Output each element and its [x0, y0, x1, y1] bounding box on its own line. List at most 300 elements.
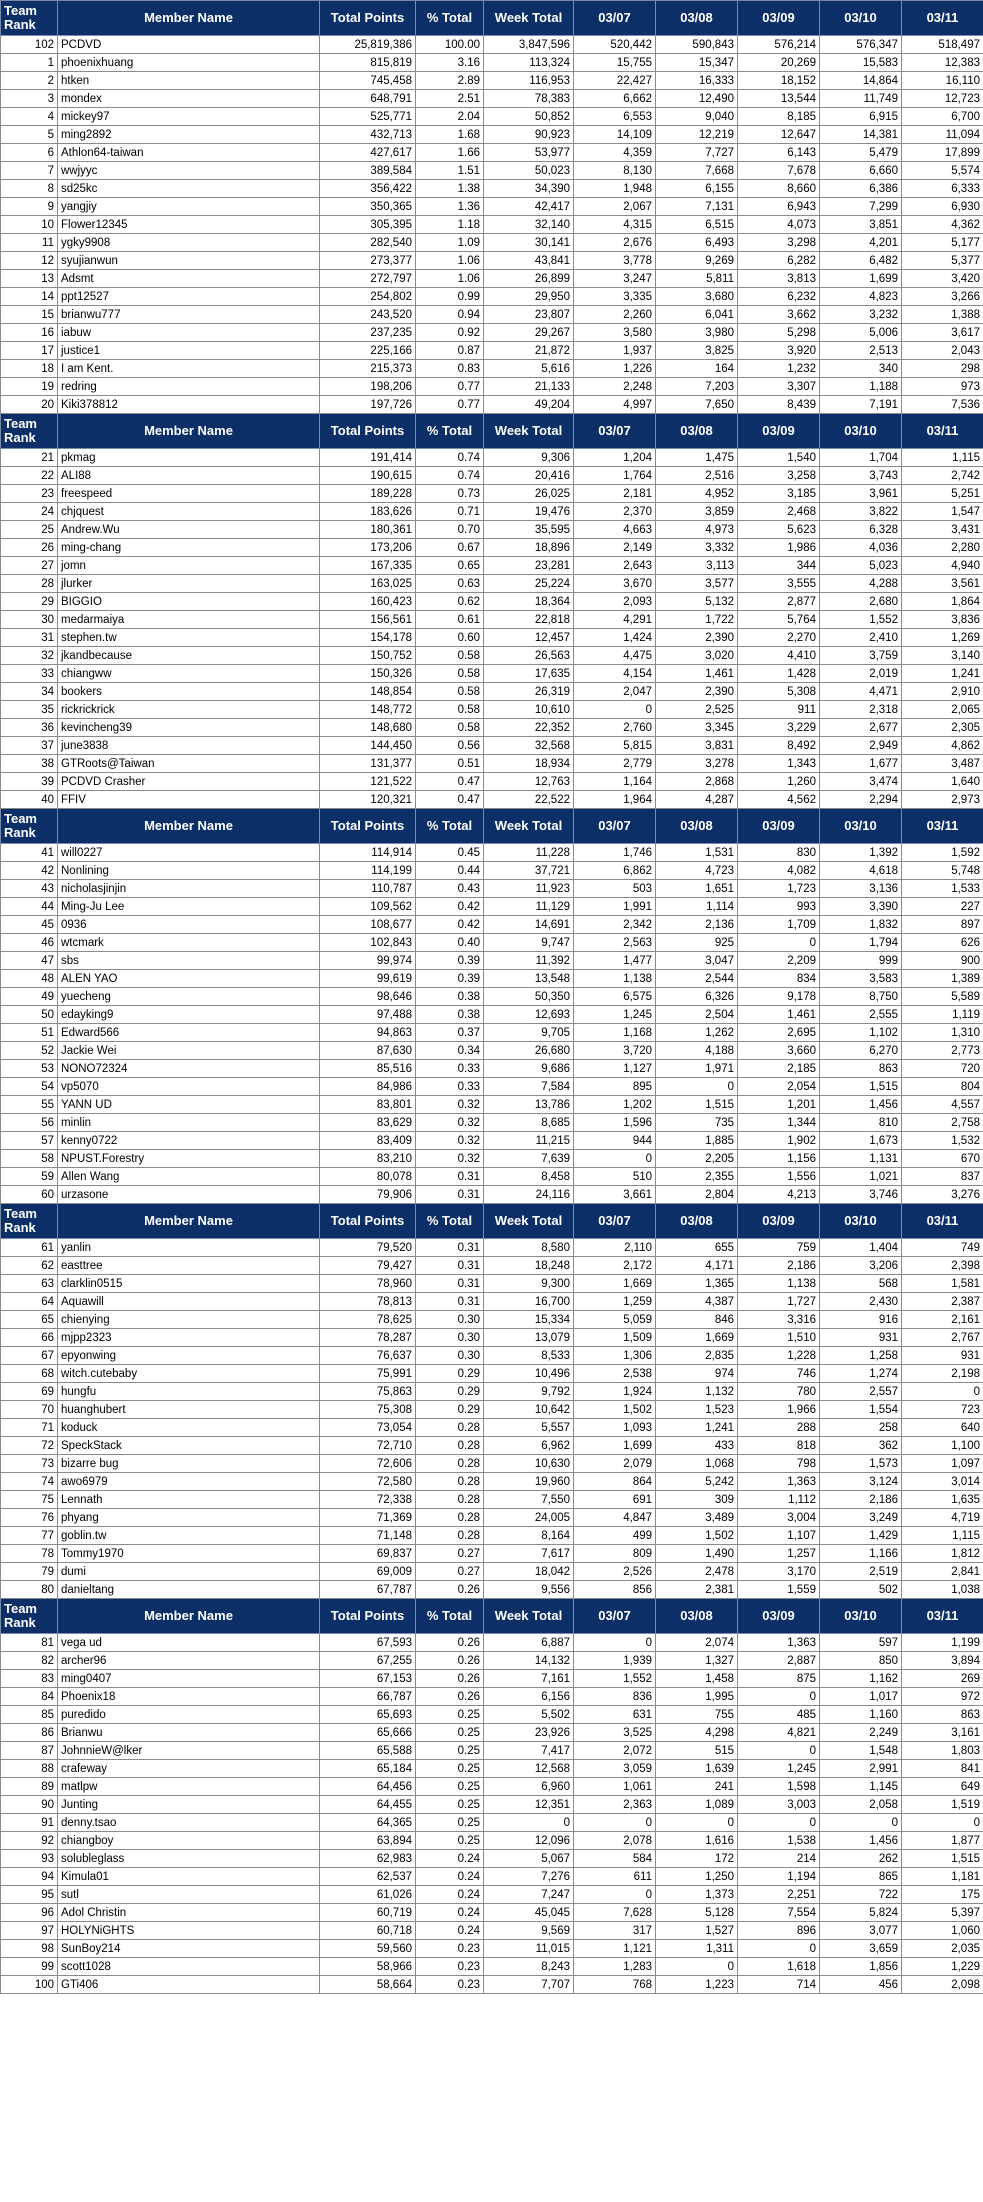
- total-points-cell: 163,025: [320, 575, 416, 593]
- day-cell: 2,043: [902, 342, 983, 360]
- day-cell: 8,185: [738, 108, 820, 126]
- day-cell: 4,562: [738, 791, 820, 809]
- week-total-cell: 7,247: [484, 1886, 574, 1904]
- day-cell: 1,199: [902, 1634, 983, 1652]
- day-header: 03/09: [738, 1, 820, 36]
- day-cell: 3,980: [656, 324, 738, 342]
- day-cell: 3,113: [656, 557, 738, 575]
- day-cell: 7,299: [820, 198, 902, 216]
- week-total-cell: 26,319: [484, 683, 574, 701]
- rank-cell: 87: [1, 1742, 58, 1760]
- day-cell: 5,059: [574, 1311, 656, 1329]
- day-cell: 2,910: [902, 683, 983, 701]
- day-cell: 1,699: [574, 1437, 656, 1455]
- total-points-cell: 64,456: [320, 1778, 416, 1796]
- week-total-cell: 7,639: [484, 1150, 574, 1168]
- day-cell: 1,995: [656, 1688, 738, 1706]
- member-name-cell: Kimula01: [58, 1868, 320, 1886]
- week-total-cell: 50,852: [484, 108, 574, 126]
- percent-total-cell: 0.62: [416, 593, 484, 611]
- percent-total-cell: 0.83: [416, 360, 484, 378]
- total-points-cell: 67,153: [320, 1670, 416, 1688]
- day-cell: 1,373: [656, 1886, 738, 1904]
- day-cell: 6,930: [902, 198, 983, 216]
- percent-total-cell: 0.32: [416, 1150, 484, 1168]
- day-cell: 875: [738, 1670, 820, 1688]
- day-cell: 0: [574, 701, 656, 719]
- rank-cell: 23: [1, 485, 58, 503]
- day-cell: 804: [902, 1078, 983, 1096]
- week-total-cell: 32,568: [484, 737, 574, 755]
- day-cell: 499: [574, 1527, 656, 1545]
- member-row: [1, 880, 983, 898]
- member-row: [1, 216, 983, 234]
- day-cell: 1,573: [820, 1455, 902, 1473]
- day-cell: 1,388: [902, 306, 983, 324]
- total-points-cell: 183,626: [320, 503, 416, 521]
- day-cell: 1,519: [902, 1796, 983, 1814]
- percent-total-cell: 0.94: [416, 306, 484, 324]
- day-cell: 1,115: [902, 449, 983, 467]
- day-cell: 973: [902, 378, 983, 396]
- day-cell: 1,856: [820, 1958, 902, 1976]
- day-cell: 0: [574, 1814, 656, 1832]
- day-cell: 2,887: [738, 1652, 820, 1670]
- day-cell: 1,121: [574, 1940, 656, 1958]
- percent-total-cell: 0.25: [416, 1760, 484, 1778]
- day-cell: 863: [902, 1706, 983, 1724]
- member-name-cell: justice1: [58, 342, 320, 360]
- member-name-cell: Nonlining: [58, 862, 320, 880]
- total-points-cell: 525,771: [320, 108, 416, 126]
- member-name-cell: solubleglass: [58, 1850, 320, 1868]
- member-row: [1, 324, 983, 342]
- day-cell: 735: [656, 1114, 738, 1132]
- total-points-cell: 67,593: [320, 1634, 416, 1652]
- day-header: 03/07: [574, 1204, 656, 1239]
- week-total-cell: 37,721: [484, 862, 574, 880]
- member-name-cell: chienying: [58, 1311, 320, 1329]
- day-cell: 214: [738, 1850, 820, 1868]
- total-points-cell: 72,338: [320, 1491, 416, 1509]
- day-cell: 2,072: [574, 1742, 656, 1760]
- rank-cell: 100: [1, 1976, 58, 1994]
- day-cell: 2,098: [902, 1976, 983, 1994]
- member-row: [1, 1688, 983, 1706]
- rank-cell: 49: [1, 988, 58, 1006]
- week-total-cell: 8,164: [484, 1527, 574, 1545]
- day-cell: 16,110: [902, 72, 983, 90]
- day-cell: 584: [574, 1850, 656, 1868]
- day-cell: 2,054: [738, 1078, 820, 1096]
- day-cell: 2,363: [574, 1796, 656, 1814]
- rank-cell: 97: [1, 1922, 58, 1940]
- day-cell: 2,294: [820, 791, 902, 809]
- percent-total-cell: 0.45: [416, 844, 484, 862]
- day-cell: 3,332: [656, 539, 738, 557]
- day-cell: 1,102: [820, 1024, 902, 1042]
- day-cell: 1,966: [738, 1401, 820, 1419]
- day-cell: 1,635: [902, 1491, 983, 1509]
- day-cell: 20,269: [738, 54, 820, 72]
- day-cell: 3,583: [820, 970, 902, 988]
- day-cell: 1,311: [656, 1940, 738, 1958]
- percent-total-cell: 0.28: [416, 1455, 484, 1473]
- percent-total-cell: 0.25: [416, 1724, 484, 1742]
- member-name-cell: Phoenix18: [58, 1688, 320, 1706]
- day-cell: 916: [820, 1311, 902, 1329]
- percent-total-cell: 0.23: [416, 1940, 484, 1958]
- day-cell: 2,695: [738, 1024, 820, 1042]
- member-name-cell: bookers: [58, 683, 320, 701]
- day-cell: 4,997: [574, 396, 656, 414]
- day-cell: 2,381: [656, 1581, 738, 1599]
- day-cell: 2,804: [656, 1186, 738, 1204]
- member-row: [1, 683, 983, 701]
- day-cell: 4,287: [656, 791, 738, 809]
- member-row: [1, 1634, 983, 1652]
- week-total-cell: 11,392: [484, 952, 574, 970]
- week-total-cell: 6,962: [484, 1437, 574, 1455]
- percent-total-cell: 0.58: [416, 683, 484, 701]
- member-row: [1, 378, 983, 396]
- week-total-cell: 9,686: [484, 1060, 574, 1078]
- total-points-cell: 131,377: [320, 755, 416, 773]
- day-cell: 1,404: [820, 1239, 902, 1257]
- day-cell: 900: [902, 952, 983, 970]
- percent-total-cell: 0.26: [416, 1581, 484, 1599]
- day-header: 03/10: [820, 414, 902, 449]
- member-name-cell: Jackie Wei: [58, 1042, 320, 1060]
- member-row: [1, 342, 983, 360]
- day-cell: 1,764: [574, 467, 656, 485]
- day-cell: 3,229: [738, 719, 820, 737]
- member-row: [1, 844, 983, 862]
- member-row: [1, 180, 983, 198]
- member-row: [1, 1545, 983, 1563]
- day-cell: 2,760: [574, 719, 656, 737]
- team-rank-header: Team Rank: [1, 414, 58, 449]
- day-cell: 9,269: [656, 252, 738, 270]
- day-cell: 1,241: [902, 665, 983, 683]
- total-points-cell: 237,235: [320, 324, 416, 342]
- member-name-cell: NONO72324: [58, 1060, 320, 1078]
- member-row: [1, 1006, 983, 1024]
- rank-cell: 12: [1, 252, 58, 270]
- day-cell: 1,228: [738, 1347, 820, 1365]
- day-header: 03/08: [656, 414, 738, 449]
- percent-total-cell: 0.42: [416, 916, 484, 934]
- member-name-header: Member Name: [58, 1, 320, 36]
- percent-total-cell: 3.16: [416, 54, 484, 72]
- rank-cell: 59: [1, 1168, 58, 1186]
- day-cell: 2,398: [902, 1257, 983, 1275]
- member-name-cell: brianwu777: [58, 306, 320, 324]
- total-points-cell: 150,752: [320, 647, 416, 665]
- day-cell: 1,138: [574, 970, 656, 988]
- day-cell: 2,468: [738, 503, 820, 521]
- day-cell: 1,021: [820, 1168, 902, 1186]
- day-cell: 1,389: [902, 970, 983, 988]
- percent-total-cell: 0.29: [416, 1401, 484, 1419]
- day-cell: 3,345: [656, 719, 738, 737]
- day-cell: 3,759: [820, 647, 902, 665]
- day-cell: 4,410: [738, 647, 820, 665]
- total-points-cell: 58,664: [320, 1976, 416, 1994]
- rank-cell: 76: [1, 1509, 58, 1527]
- member-row: [1, 503, 983, 521]
- day-cell: 759: [738, 1239, 820, 1257]
- day-cell: 1,306: [574, 1347, 656, 1365]
- day-cell: 944: [574, 1132, 656, 1150]
- day-header: 03/08: [656, 1599, 738, 1634]
- week-total-cell: 43,841: [484, 252, 574, 270]
- member-name-cell: PCDVD Crasher: [58, 773, 320, 791]
- member-name-cell: ygky9908: [58, 234, 320, 252]
- week-total-cell: 9,556: [484, 1581, 574, 1599]
- member-row: [1, 539, 983, 557]
- day-header: 03/10: [820, 809, 902, 844]
- day-cell: 3,746: [820, 1186, 902, 1204]
- member-row: [1, 126, 983, 144]
- member-row: [1, 1132, 983, 1150]
- day-cell: 2,767: [902, 1329, 983, 1347]
- day-cell: 1,640: [902, 773, 983, 791]
- week-total-cell: 29,950: [484, 288, 574, 306]
- week-total-cell: 26,899: [484, 270, 574, 288]
- day-cell: 6,041: [656, 306, 738, 324]
- day-cell: 2,835: [656, 1347, 738, 1365]
- total-points-cell: 254,802: [320, 288, 416, 306]
- day-cell: 1,746: [574, 844, 656, 862]
- percent-total-header: % Total: [416, 414, 484, 449]
- day-cell: 3,555: [738, 575, 820, 593]
- member-name-cell: YANN UD: [58, 1096, 320, 1114]
- rank-cell: 77: [1, 1527, 58, 1545]
- day-cell: 298: [902, 360, 983, 378]
- day-cell: 1,392: [820, 844, 902, 862]
- total-points-cell: 65,666: [320, 1724, 416, 1742]
- day-cell: 1,156: [738, 1150, 820, 1168]
- total-points-cell: 432,713: [320, 126, 416, 144]
- percent-total-cell: 0.30: [416, 1347, 484, 1365]
- day-cell: 5,177: [902, 234, 983, 252]
- rank-cell: 99: [1, 1958, 58, 1976]
- day-cell: 2,758: [902, 1114, 983, 1132]
- header-row: [1, 1204, 983, 1239]
- percent-total-cell: 0.26: [416, 1634, 484, 1652]
- week-total-cell: 23,926: [484, 1724, 574, 1742]
- week-total-cell: 18,364: [484, 593, 574, 611]
- total-points-cell: 189,228: [320, 485, 416, 503]
- day-header: 03/10: [820, 1599, 902, 1634]
- member-name-cell: jomn: [58, 557, 320, 575]
- percent-total-cell: 0.24: [416, 1868, 484, 1886]
- total-points-cell: 272,797: [320, 270, 416, 288]
- day-cell: 1,327: [656, 1652, 738, 1670]
- week-total-cell: 29,267: [484, 324, 574, 342]
- member-row: [1, 162, 983, 180]
- percent-total-cell: 0.77: [416, 396, 484, 414]
- day-cell: 344: [738, 557, 820, 575]
- day-header: 03/09: [738, 414, 820, 449]
- day-cell: 13,544: [738, 90, 820, 108]
- day-cell: 0: [656, 1814, 738, 1832]
- day-cell: 1,226: [574, 360, 656, 378]
- percent-total-cell: 0.29: [416, 1383, 484, 1401]
- total-points-cell: 282,540: [320, 234, 416, 252]
- day-cell: 1,864: [902, 593, 983, 611]
- day-cell: 8,492: [738, 737, 820, 755]
- member-name-cell: kevincheng39: [58, 719, 320, 737]
- day-cell: 3,525: [574, 1724, 656, 1742]
- member-name-cell: jkandbecause: [58, 647, 320, 665]
- day-cell: 850: [820, 1652, 902, 1670]
- day-cell: 0: [738, 934, 820, 952]
- member-name-cell: mjpp2323: [58, 1329, 320, 1347]
- week-total-cell: 14,691: [484, 916, 574, 934]
- day-cell: 1,241: [656, 1419, 738, 1437]
- day-cell: 1,885: [656, 1132, 738, 1150]
- member-name-cell: goblin.tw: [58, 1527, 320, 1545]
- percent-total-cell: 0.28: [416, 1473, 484, 1491]
- total-points-cell: 83,801: [320, 1096, 416, 1114]
- day-cell: 6,482: [820, 252, 902, 270]
- total-points-cell: 65,184: [320, 1760, 416, 1778]
- day-cell: 864: [574, 1473, 656, 1491]
- total-points-cell: 78,813: [320, 1293, 416, 1311]
- day-cell: 4,291: [574, 611, 656, 629]
- total-points-cell: 243,520: [320, 306, 416, 324]
- total-points-cell: 99,974: [320, 952, 416, 970]
- day-cell: 3,577: [656, 575, 738, 593]
- day-cell: 7,678: [738, 162, 820, 180]
- day-cell: 993: [738, 898, 820, 916]
- member-row: [1, 1114, 983, 1132]
- day-cell: 1,100: [902, 1437, 983, 1455]
- day-cell: 0: [656, 1078, 738, 1096]
- member-name-cell: june3838: [58, 737, 320, 755]
- rank-cell: 35: [1, 701, 58, 719]
- rank-cell: 5: [1, 126, 58, 144]
- day-cell: 6,155: [656, 180, 738, 198]
- member-name-cell: Aquawill: [58, 1293, 320, 1311]
- member-row: [1, 1168, 983, 1186]
- percent-total-header: % Total: [416, 809, 484, 844]
- member-name-cell: syujianwun: [58, 252, 320, 270]
- header-row: [1, 1, 983, 36]
- day-cell: 362: [820, 1437, 902, 1455]
- day-cell: 2,390: [656, 629, 738, 647]
- day-cell: 4,315: [574, 216, 656, 234]
- day-cell: 2,563: [574, 934, 656, 952]
- week-total-cell: 30,141: [484, 234, 574, 252]
- day-header: 03/08: [656, 809, 738, 844]
- day-cell: 1,061: [574, 1778, 656, 1796]
- day-cell: 1,812: [902, 1545, 983, 1563]
- day-cell: 4,213: [738, 1186, 820, 1204]
- member-name-cell: HOLYNiGHTS: [58, 1922, 320, 1940]
- day-cell: 4,847: [574, 1509, 656, 1527]
- day-cell: 2,370: [574, 503, 656, 521]
- rank-cell: 92: [1, 1832, 58, 1850]
- day-cell: 5,397: [902, 1904, 983, 1922]
- day-cell: 2,779: [574, 755, 656, 773]
- member-name-cell: urzasone: [58, 1186, 320, 1204]
- day-cell: 340: [820, 360, 902, 378]
- day-cell: 1,166: [820, 1545, 902, 1563]
- total-points-cell: 78,287: [320, 1329, 416, 1347]
- day-cell: 6,553: [574, 108, 656, 126]
- percent-total-cell: 0.25: [416, 1814, 484, 1832]
- member-row: [1, 1024, 983, 1042]
- member-row: [1, 1257, 983, 1275]
- member-row: [1, 1922, 983, 1940]
- day-cell: 1,194: [738, 1868, 820, 1886]
- week-total-cell: 116,953: [484, 72, 574, 90]
- day-cell: 1,119: [902, 1006, 983, 1024]
- percent-total-cell: 0.65: [416, 557, 484, 575]
- total-points-cell: 76,637: [320, 1347, 416, 1365]
- percent-total-cell: 0.28: [416, 1437, 484, 1455]
- day-cell: 2,841: [902, 1563, 983, 1581]
- day-cell: 2,249: [820, 1724, 902, 1742]
- day-cell: 3,489: [656, 1509, 738, 1527]
- rank-cell: 44: [1, 898, 58, 916]
- day-cell: 164: [656, 360, 738, 378]
- member-row: [1, 1150, 983, 1168]
- day-cell: 1,971: [656, 1060, 738, 1078]
- day-cell: 2,949: [820, 737, 902, 755]
- day-cell: 510: [574, 1168, 656, 1186]
- member-name-cell: SunBoy214: [58, 1940, 320, 1958]
- member-name-cell: yangjiy: [58, 198, 320, 216]
- member-name-cell: yuecheng: [58, 988, 320, 1006]
- day-cell: 3,003: [738, 1796, 820, 1814]
- day-cell: 2,519: [820, 1563, 902, 1581]
- rank-cell: 31: [1, 629, 58, 647]
- member-row: [1, 1329, 983, 1347]
- day-cell: 2,773: [902, 1042, 983, 1060]
- day-cell: 5,748: [902, 862, 983, 880]
- rank-cell: 88: [1, 1760, 58, 1778]
- day-header: 03/09: [738, 809, 820, 844]
- member-row: [1, 1958, 983, 1976]
- day-cell: 2,185: [738, 1060, 820, 1078]
- day-cell: 18,152: [738, 72, 820, 90]
- day-cell: 2,513: [820, 342, 902, 360]
- week-total-cell: 50,023: [484, 162, 574, 180]
- day-cell: 2,555: [820, 1006, 902, 1024]
- day-cell: 999: [820, 952, 902, 970]
- day-cell: 3,659: [820, 1940, 902, 1958]
- member-row: [1, 288, 983, 306]
- rank-cell: 66: [1, 1329, 58, 1347]
- header-row: [1, 809, 983, 844]
- day-cell: 3,851: [820, 216, 902, 234]
- week-total-cell: 10,642: [484, 1401, 574, 1419]
- day-header: 03/11: [902, 1, 983, 36]
- day-cell: 1,532: [902, 1132, 983, 1150]
- day-cell: 2,280: [902, 539, 983, 557]
- day-cell: 6,862: [574, 862, 656, 880]
- total-points-cell: 144,450: [320, 737, 416, 755]
- day-cell: 0: [656, 1958, 738, 1976]
- day-cell: 3,020: [656, 647, 738, 665]
- rank-cell: 22: [1, 467, 58, 485]
- day-cell: 1,991: [574, 898, 656, 916]
- total-points-cell: 97,488: [320, 1006, 416, 1024]
